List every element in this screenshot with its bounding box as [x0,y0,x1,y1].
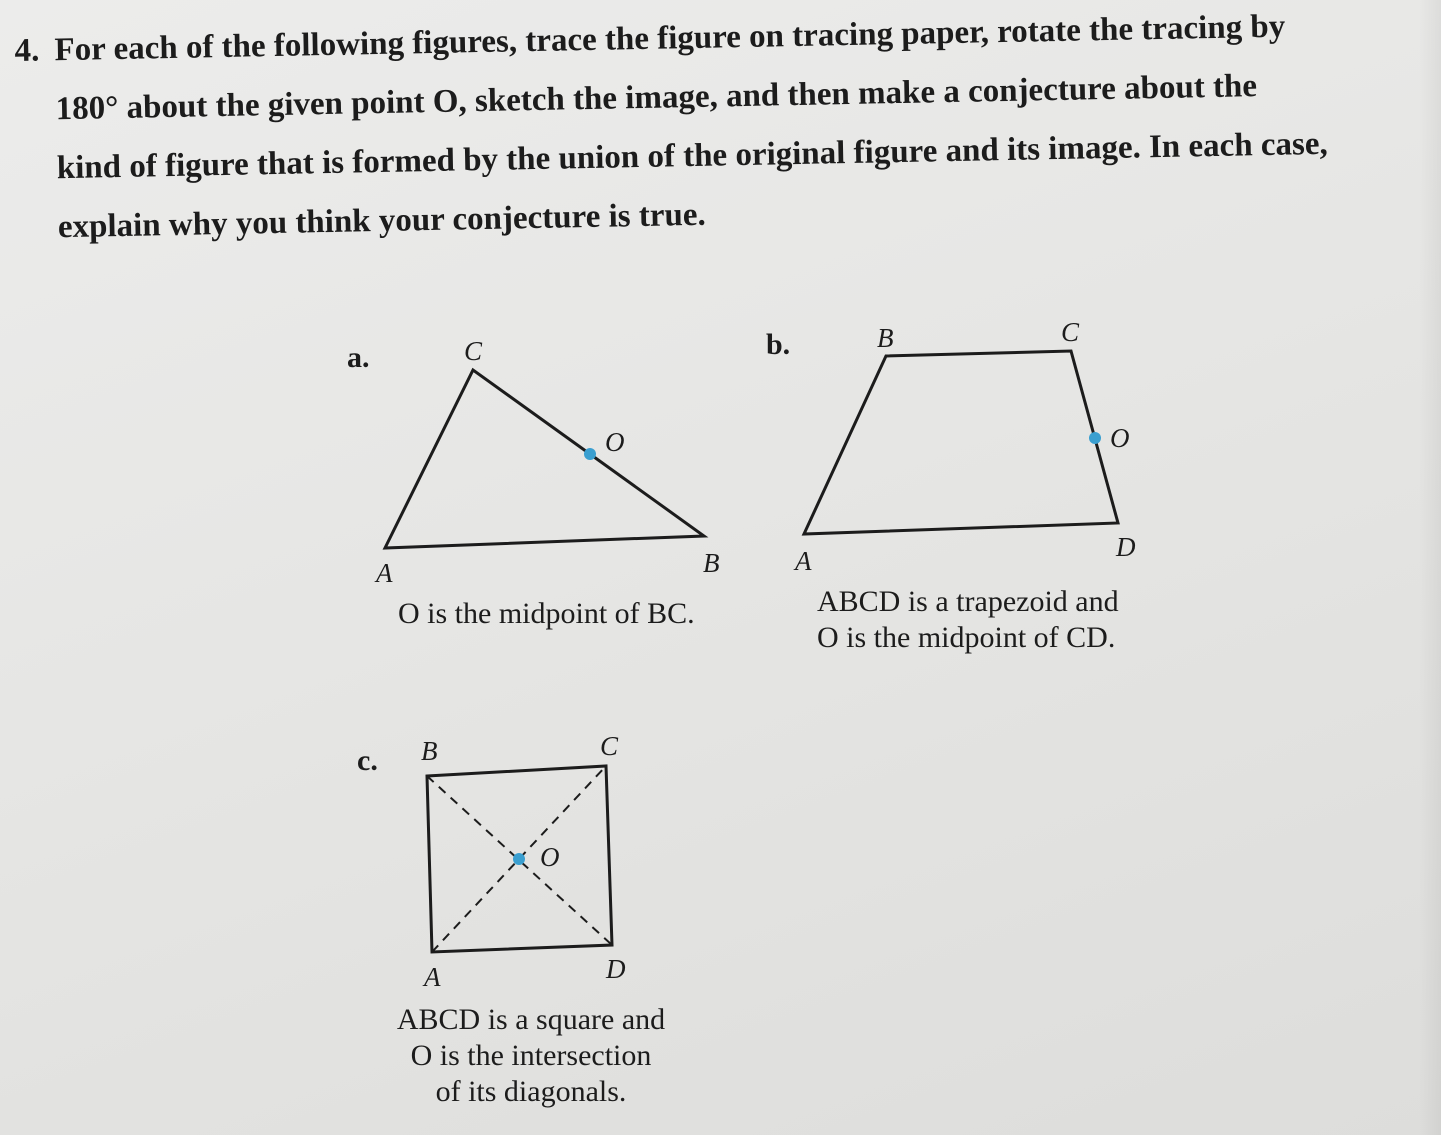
label-a: A [376,558,393,588]
label-o: O [1110,423,1130,453]
label-o: O [540,842,560,872]
part-c-label: c. [357,744,378,777]
label-a: A [795,546,812,576]
problem-line-4: explain why you think your conjecture is true. [57,196,707,246]
problem-text-1: For each of the following figures, trace the figure on tracing paper, rotate the tracing by [54,8,1286,69]
caption-b [817,584,1119,656]
point-o-marker [513,853,525,865]
trapezoid-abcd [804,351,1118,534]
label-c: C [600,731,619,761]
point-o-marker [584,448,596,460]
label-b: B [703,548,720,578]
caption-b-line-1: ABCD is a trapezoid and [817,585,1119,618]
label-c: C [464,336,483,366]
label-o: O [605,427,625,457]
caption-c-line-3: of its diagonals. [435,1075,627,1108]
label-d: D [606,954,626,984]
caption-b-line-2: O is the midpoint of CD. [817,621,1116,654]
caption-c-line-1: ABCD is a square and [396,1003,666,1036]
part-b-label: b. [766,328,791,361]
figure-a [347,336,720,588]
label-c: C [1061,317,1080,347]
page-edge-shadow [1419,0,1441,1135]
figure-c [357,731,626,992]
problem-line-2: 180° about the given point O, sketch the image, and then make a conjecture about the [55,68,1258,128]
figure-b [766,317,1136,576]
problem-number: 4. [14,32,40,69]
triangle-abc [385,370,704,548]
caption-a [398,596,695,632]
label-d: D [1116,532,1136,562]
caption-c [386,1002,676,1110]
point-o-marker [1089,432,1101,444]
part-a-label: a. [347,341,370,374]
label-b: B [877,323,894,353]
caption-a-line-1: O is the midpoint of BC. [398,597,695,630]
label-b: B [421,736,438,766]
caption-c-line-2: O is the intersection [410,1039,652,1072]
label-a: A [424,962,441,992]
problem-line-3: kind of figure that is formed by the union of the original figure and its image. In each case, [56,125,1329,187]
